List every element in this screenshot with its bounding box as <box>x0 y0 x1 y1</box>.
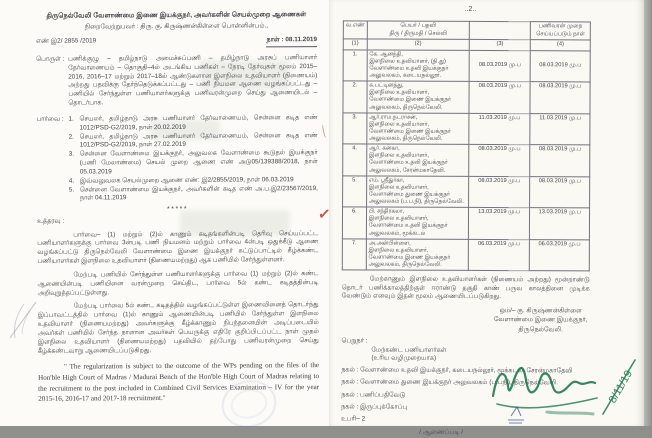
date-cell: 08.03.2019 மு.ப <box>531 50 591 82</box>
by-order-line: / ஆணைப்படி / <box>419 428 464 436</box>
reference-text: செயலர், தமிழ்நாடு அரசு பணியாளர் தேர்வாணையம், சென்னை கடித எண் 1012/PSD-G2/2019, நாள் 27.02.2019 <box>79 131 318 149</box>
red-check-mark: ✓ <box>317 205 332 224</box>
subject-block <box>36 54 317 109</box>
references-label: பார்வை : <box>36 115 64 123</box>
table-row <box>343 50 590 83</box>
table-row <box>343 144 590 177</box>
handwritten-signature <box>485 352 645 426</box>
table-row <box>342 239 589 272</box>
reference-num: 1. <box>68 115 74 123</box>
blue-initials-mark <box>508 407 524 423</box>
serial-cell: 3. <box>343 113 367 145</box>
subject-label: பொருள் : <box>36 55 65 63</box>
serial-cell: 6. <box>342 207 366 239</box>
order-paragraph-1: பார்வை– (1) மற்றும் (2)ல் காணும் கடிதங்களின்படி தெரிவு செய்யப்பட்ட பணியாளர்களுக்கு பார்வை 3ன்படி பணி நியமனம் மற்றும் பார்வை 4ன்படி ஒதுக்கீடு ஆணை வழங்கப்பட்டு திருநெல்வேலி வேளாண்மை இணை இயக்குநர் கட்டுப்பாட்டில் கீழ்க்கண்ட பணியாளர்கள் இளநிலை உதவியாளர் (நிணையமற்றது) ஆக பணியில் சேர்ந்துள்ளனர். <box>37 229 319 265</box>
officer-name-line: நிறைவேற்றுபவர் : திரு. கு. கிருஷ்ணன்கிள்ளை பொன்னின்பம்., <box>84 22 269 31</box>
col-number: (3) <box>469 40 531 51</box>
reference-num: 3. <box>68 150 75 158</box>
col-regularisation-header: பணிவரன் முறை செய்யப்படும் நாள் <box>531 22 591 40</box>
name-cell: ஆர். கனகா, இளநிலை உதவியாளர், வேளாண்மை உதவி இயக்குநர் அலுவலகம், சேரன்மகாதேவி. <box>366 144 468 176</box>
table-row <box>343 81 590 114</box>
pencil-mark <box>2 296 48 348</box>
references-block <box>36 114 318 204</box>
signatory-place: திருநெல்வேலி. <box>518 325 563 333</box>
staff-roster-table <box>342 21 591 272</box>
table-row <box>343 176 590 209</box>
order-paragraph-3: மேற்படி பார்வை 5ல் கண்ட கடிதத்தில் வழங்கப்பட்டுள்ள இணைவினைத் தொடர்ந்து இப்பாவட்டத்தில் பார்வை (1)ல் காணும் ஆணையின்படி பணியில் சேர்ந்துள்ள இளநிலை உதவியாளர் (நிணையமற்றது) அவர்களுக்கு கீழ்க்காணும் நிபந்தனையின் அடிப்படையில் அவர்கள் பணியில் சேர்ந்த நாளான அவர்கள் பெயருக்கு எதிரே குறிப்பிடப்பட்ட நாள் முதல் இளநிலை உதவியாளர் (நிணையமற்றது) பதவியில் தற்போது பணிவரன்முறை செய்து கீழ்க்கண்டவாறு ஆணையிடப்படுகிறது. <box>37 301 319 355</box>
copy-line: நகல் : வேளாண்மை உதவி இயக்குநர், கடையநல்லூர், மூக்கடல், சேரன்மகாதேவி <box>341 366 573 375</box>
date-cell: 11.03.2019 மு.ப <box>469 113 531 145</box>
copy-line: நகல் : இருப்புக்கோப்பு <box>341 403 408 411</box>
reference-text: இவ்வலுவலக செயல்முறை ஆணை எண்: இ2/2855/2019, நாள் 06.03.2019 <box>79 175 294 185</box>
page-2 <box>329 0 651 436</box>
handwritten-date: 8/11/19 <box>606 368 636 406</box>
signature-scribble <box>493 368 595 396</box>
separator-stars: ***** <box>166 206 189 214</box>
page-number: ..2.. <box>464 5 477 13</box>
col-joining-header <box>469 22 531 40</box>
subject-text: பணிக்குழு – தமிழ்நாடு அமைச்சுப்பணி – தமிழ்நாடு அரசுப் பணியாளர் தேர்வாணையம் – தொகுதி–4ல் அடங்கிய பணிகள் – நேரடி தேர்வுகள் மூலம் 2015–2016, 2016–17 மற்றும் 2017–18ல் ஆண்டுகளான இளநிலை உதவியாளர் (நிணையம்) அற்றது பதவிக்கு தேர்ந்தெடுக்கப்பட்டது – பணி நியமன ஆணை வழங்கப்பட்டது – பணியில் சேர்ந்துள்ள பணியாளர்களுக்கு பணிவரன்முறை செய்து ஆணையிடல் – தொடர்பாக. <box>68 53 318 107</box>
col-number: (4) <box>531 40 591 51</box>
signatory-designation: வேளாண்மை இணை இயக்குநர், <box>493 316 588 324</box>
reference-number: எண் இ2/ 2855 /2019 <box>35 37 97 45</box>
date-cell: 08.03.2019 மு.ப <box>530 82 590 114</box>
reference-num: 2. <box>68 133 74 141</box>
serial-cell: 1. <box>343 50 367 82</box>
name-cell: பி. சந்திரகலா, இளநிலை உதவியாளர், வேளாண்மை உதவி இயக்குநர் அலுவலகம், மூக்கடல் <box>366 207 468 239</box>
date-cell: 08.03.2019 மு.ப <box>469 145 531 177</box>
page-1 <box>0 0 332 426</box>
copy-line: நகல் : வேளாண்மை துணை இயக்குநர் அலுவலகம் (ப.பநி), திருநெல்வேலி. <box>341 378 559 387</box>
copy-line: நகல் : பணிப்பதிவேடு <box>341 390 406 399</box>
date-cell: 13.03.2019 மு.ப <box>468 208 530 240</box>
date-cell: 13.03.2019 மு.ப <box>530 208 590 240</box>
serial-cell: 2. <box>343 81 367 113</box>
col-serial-header: வ.எண் <box>343 21 367 39</box>
signature-flourish <box>497 398 597 408</box>
serial-cell: 7. <box>342 239 366 271</box>
proceedings-title: திருநெல்வேலி வேளாண்மை இணை இயக்குநர், அவர்களின் செயல்முறை ஆணைகள் <box>46 11 307 20</box>
name-cell: கே. ஆனந்தி, இளநிலை உதவியாளர், (நி.து) வேளாண்மை உதவி இயக்குநர் அலுவலகம், கடையநல்லூர். <box>367 50 469 82</box>
name-cell: எம். ஸ்ரீதுர்கா, இளநிலை உதவியாளர், வேளாண்மை துணை இயக்குநர் அலுவலகம் (ப.ப.நி), திருநெல்வேலி. <box>366 176 468 208</box>
spare-copies: உபரி– 2 <box>341 415 366 423</box>
round-stamp-inner <box>228 386 270 422</box>
table-row <box>342 207 589 240</box>
letter-date: நாள் : 08.11.2019 <box>266 36 317 47</box>
col-number: (2) <box>367 39 469 50</box>
name-cell: சு.பட்டினத்து, இளநிலை உதவியாளர், வேளாண்மை இணை இயக்குநர் அலுவலகம், திருநெல்வேலி. <box>367 81 469 113</box>
date-cell: 08.03.2019 மு.ப <box>530 145 590 177</box>
reference-item <box>69 149 318 177</box>
date-cell: 11.03.2019 மு.ப <box>530 113 590 145</box>
reference-item <box>69 132 318 151</box>
table-row <box>343 113 590 146</box>
reference-text: சென்னை வேளாண்மை இயக்குநர், அவர்களின் கடித எண் அ.ப.இ2/23567/2019, நாள் 04.11.2019 <box>79 184 318 202</box>
order-paragraph-2: மேற்படி பணியில் சேர்ந்துள்ள பணியாளர்களுக்கு பார்வை (1) மற்றும் (2)ல் கண்ட ஆணையின்படி பணியினை வரன்முறை செய்திட, பார்வை 5ல் கண்ட கடிதத்தின்படி அறிவுறுத்தப்பட்டுள்ளது. <box>37 270 319 297</box>
stamp-smudge <box>547 412 593 414</box>
recipient-label: பெறுநர் : <box>341 337 368 345</box>
date-cell: 08.03.2019 மு.ப <box>469 50 531 82</box>
order-label: உத்தரவு : <box>37 217 65 225</box>
reference-num: 4. <box>68 177 75 185</box>
serial-cell: 5. <box>343 176 367 208</box>
scan-edge-shadow <box>644 0 651 426</box>
serial-cell: 4. <box>343 144 367 176</box>
col-name-header: பெயர் / பதவி திரு / திருமதி / செல்வி <box>367 21 469 39</box>
closing-paragraph: மேற்காணும் இளநிலை உதவியாளர்கள் (நிணையம் அற்றது) மூன்றாண்டு தொடர் பணிக்காலத்திற்குள் ஈராண்டு தகுதி காண் பருவ காலத்தினை முடிக்க வேண்டும் எனவும் இதன் மூலம் ஆணையிடப்படுகிறது. <box>341 275 590 301</box>
reference-text: செயலர், தமிழ்நாடு அரசு பணியாளர் தேர்வாணையம், சென்னை கடித எண் 1012/PSD-G2/2019, நாள் 20.02.2019 <box>79 113 318 132</box>
date-cell: 06.03.2019 மு.ப <box>530 239 590 271</box>
signature-block <box>341 305 589 334</box>
name-cell: ஆர்.ராம.நடராசன், இளநிலை உதவியாளர், வேளாண்மை இணை இயக்குநர் அலுவலகம், திருநெல்வேலி. <box>367 113 469 145</box>
date-cell: 08.03.2019 மு.ப <box>469 82 531 114</box>
reference-item <box>69 185 318 204</box>
name-cell: அ.அன்பிள்ளை, இளநிலை உதவியாளர், வேளாண்மை இணை இயக்குநர் அலுவலகம், திருநெல்வேலி. <box>366 239 468 271</box>
date-cell: 06.03.2019 மு.ப <box>468 239 530 271</box>
reference-num: 5. <box>68 186 75 194</box>
date-cell: 08.03.2019 மு.ப <box>530 176 590 208</box>
col-number: (1) <box>343 39 367 50</box>
reference-item <box>68 114 317 133</box>
english-clause: " The regularization is subject to the outcome of the WPs pending on the files of the Hon'ble High Court of Madras / Madurai Bench of the Hon'ble High Court of Madras relating to the recruitment to the post included in Combined Civil Services Examination – IV for the year 2015-16, 2016-17 and 2017-18 recruitment." <box>38 361 320 404</box>
signatory-name: ஒம்/– கு. கிருஷ்ணன்கிள்ளை <box>499 307 582 315</box>
reference-text: சென்னை வேளாண்மை இயக்குநர், அலுவலக வேளாண்மை கூடுதல் இயக்குநர் (பணி மேலாண்மை) செயல் முறை ஆணை எண் அடு05/139388/2018, நாள் 05.03.2019 <box>79 149 318 176</box>
recipient-lines: மேற்கண்ட பணியாளர்கள் (உரிய வழிமுறையாக) <box>371 346 447 362</box>
date-cell: 08.03.2019 மு.ப <box>468 176 530 208</box>
table-header-row <box>343 21 590 40</box>
